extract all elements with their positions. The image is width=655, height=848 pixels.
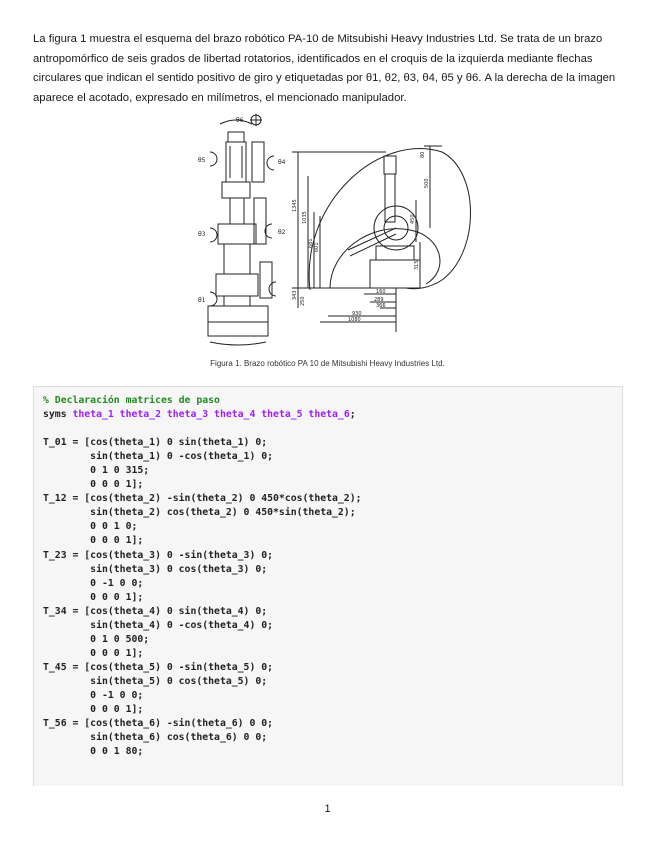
code-line: sin(theta_2) cos(theta_2) 0 450*sin(theta_2); (43, 507, 356, 519)
label-theta2: θ2 (278, 229, 286, 236)
code-line: sin(theta_5) 0 cos(theta_5) 0; (43, 675, 268, 687)
code-line: 0 0 0 1]; (43, 479, 144, 491)
code-line: 0 1 0 315; (43, 465, 150, 477)
code-lines (43, 422, 622, 759)
dim-1035: 1035 (302, 211, 308, 224)
dim-601: 601 (314, 242, 320, 252)
dim-80: 80 (420, 151, 426, 158)
code-line: sin(theta_1) 0 -cos(theta_1) 0; (43, 451, 274, 463)
dim-160: 160 (376, 289, 386, 295)
code-line: T_23 = [cos(theta_3) 0 -sin(theta_3) 0; (43, 549, 274, 561)
code-syms-end: ; (349, 409, 356, 421)
code-line: 0 0 0 1]; (43, 704, 144, 716)
robot-arm-figure (180, 112, 480, 352)
label-theta3: θ3 (198, 231, 206, 238)
code-line: 0 0 0 1]; (43, 535, 144, 547)
code-line: sin(theta_6) cos(theta_6) 0 0; (43, 732, 268, 744)
label-theta6: θ6 (236, 117, 244, 124)
dim-366: 366 (376, 303, 386, 309)
label-theta4: θ4 (278, 159, 286, 166)
dim-343: 343 (292, 290, 298, 300)
page-number: 1 (324, 803, 331, 815)
code-line: T_01 = [cos(theta_1) 0 sin(theta_1) 0; (43, 437, 268, 449)
code-line: sin(theta_4) 0 -cos(theta_4) 0; (43, 619, 274, 631)
dim-500: 500 (424, 178, 430, 188)
code-line: T_34 = [cos(theta_4) 0 sin(theta_4) 0; (43, 605, 268, 617)
label-theta1: θ1 (198, 297, 206, 304)
code-line: sin(theta_3) 0 cos(theta_3) 0; (43, 563, 268, 575)
code-line: 0 1 0 500; (43, 633, 150, 645)
dim-450: 450 (410, 214, 416, 224)
code-line: T_12 = [cos(theta_2) -sin(theta_2) 0 450*cos(theta_2); (43, 493, 362, 505)
dim-681: 681 (308, 238, 314, 248)
code-syms-keyword: syms (43, 409, 67, 421)
code-block (33, 386, 623, 786)
robot-arm-drawing (180, 112, 480, 352)
dim-1345: 1345 (292, 199, 298, 212)
dim-1080: 1080 (348, 317, 361, 323)
figure-caption: Figura 1. Brazo robótico PA 10 de Mitsubishi Heavy Industries Ltd. (210, 359, 445, 368)
code-line: T_45 = [cos(theta_5) 0 -sin(theta_5) 0; (43, 661, 274, 673)
code-line: 0 -1 0 0; (43, 689, 144, 701)
body-paragraph: La figura 1 muestra el esquema del brazo robótico PA-10 de Mitsubishi Heavy Industries Ltd. Se trata de un brazo antropomórfico de seis grados de libertad rotatorios, identificados en el croquis de la izquierda mediante flechas circulares que indican el sentido positivo de giro y etiquetadas por θ1, θ2, θ3, θ4, θ5 y θ6. A la derecha de la imagen aparece el acotado, expresado en milímetros, el mencionado manipulador. (33, 33, 616, 104)
code-line: 0 0 0 1]; (43, 591, 144, 603)
code-header (43, 394, 622, 422)
dim-289: 289 (374, 297, 384, 303)
code-line: T_56 = [cos(theta_6) -sin(theta_6) 0 0; (43, 718, 274, 730)
dim-930: 930 (352, 311, 362, 317)
dim-315: 315 (414, 260, 420, 270)
dim-250: 250 (300, 296, 306, 306)
label-theta5: θ5 (198, 157, 206, 164)
code-line: 0 0 1 0; (43, 521, 138, 533)
code-line: 0 0 1 80; (43, 746, 144, 758)
code-line: 0 0 0 1]; (43, 647, 144, 659)
code-comment: % Declaración matrices de paso (43, 395, 220, 406)
code-syms-vars: theta_1 theta_2 theta_3 theta_4 theta_5 theta_6 (72, 409, 350, 421)
code-line: 0 -1 0 0; (43, 577, 144, 589)
